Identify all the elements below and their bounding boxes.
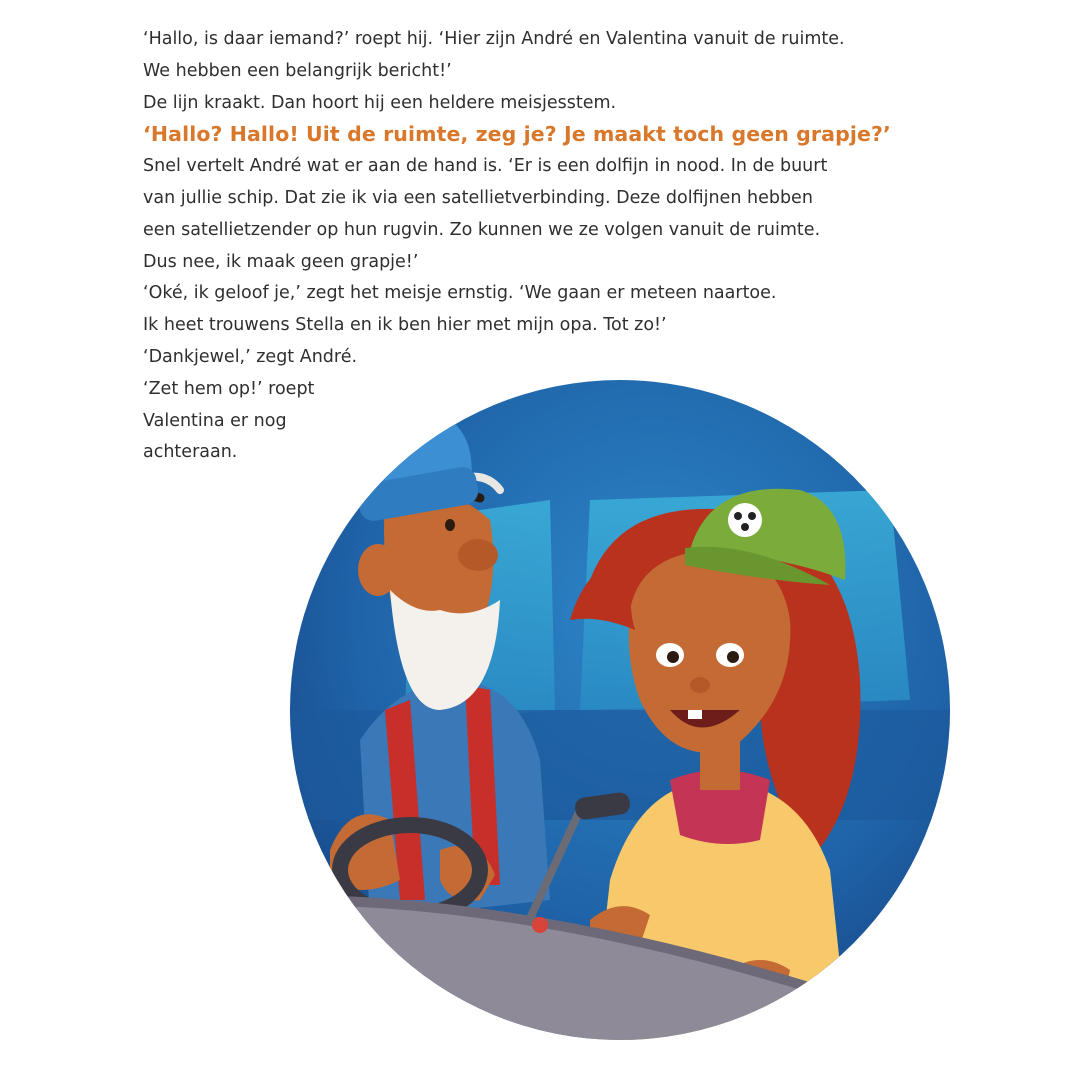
- story-line: We hebben een belangrijk bericht!’: [143, 60, 452, 81]
- console-button: [532, 917, 548, 933]
- story-line: ‘Oké, ik geloof je,’ zegt het meisje ernstig. ‘We gaan er meteen naartoe.: [143, 283, 777, 304]
- story-line: Dus nee, ik maak geen grapje!’: [143, 251, 419, 272]
- story-line: Valentina er nog: [143, 410, 287, 431]
- circle-scene: [290, 380, 950, 1060]
- story-line: van jullie schip. Dat zie ik via een satellietverbinding. Deze dolfijnen hebben: [143, 187, 813, 208]
- story-line: een satellietzender op hun rugvin. Zo kunnen we ze volgen vanuit de ruimte.: [143, 219, 821, 240]
- story-text: [143, 24, 943, 469]
- illustration: [290, 380, 950, 1060]
- story-line: ‘Dankjewel,’ zegt André.: [143, 346, 358, 367]
- story-line: Ik heet trouwens Stella en ik ben hier met mijn opa. Tot zo!’: [143, 315, 667, 336]
- panda-logo-icon: [728, 503, 762, 537]
- story-line: achteraan.: [143, 442, 238, 463]
- story-line: ‘Zet hem op!’ roept: [143, 378, 315, 399]
- story-line: De lijn kraakt. Dan hoort hij een heldere meisjesstem.: [143, 92, 617, 113]
- story-line: Snel vertelt André wat er aan de hand is. ‘Er is een dolfijn in nood. In de buurt: [143, 156, 828, 177]
- story-line: ‘Hallo, is daar iemand?’ roept hij. ‘Hier zijn André en Valentina vanuit de ruimte.: [143, 29, 845, 49]
- highlighted-dialogue: ‘Hallo? Hallo! Uit de ruimte, zeg je? Je maakt toch geen grapje?’: [143, 122, 891, 147]
